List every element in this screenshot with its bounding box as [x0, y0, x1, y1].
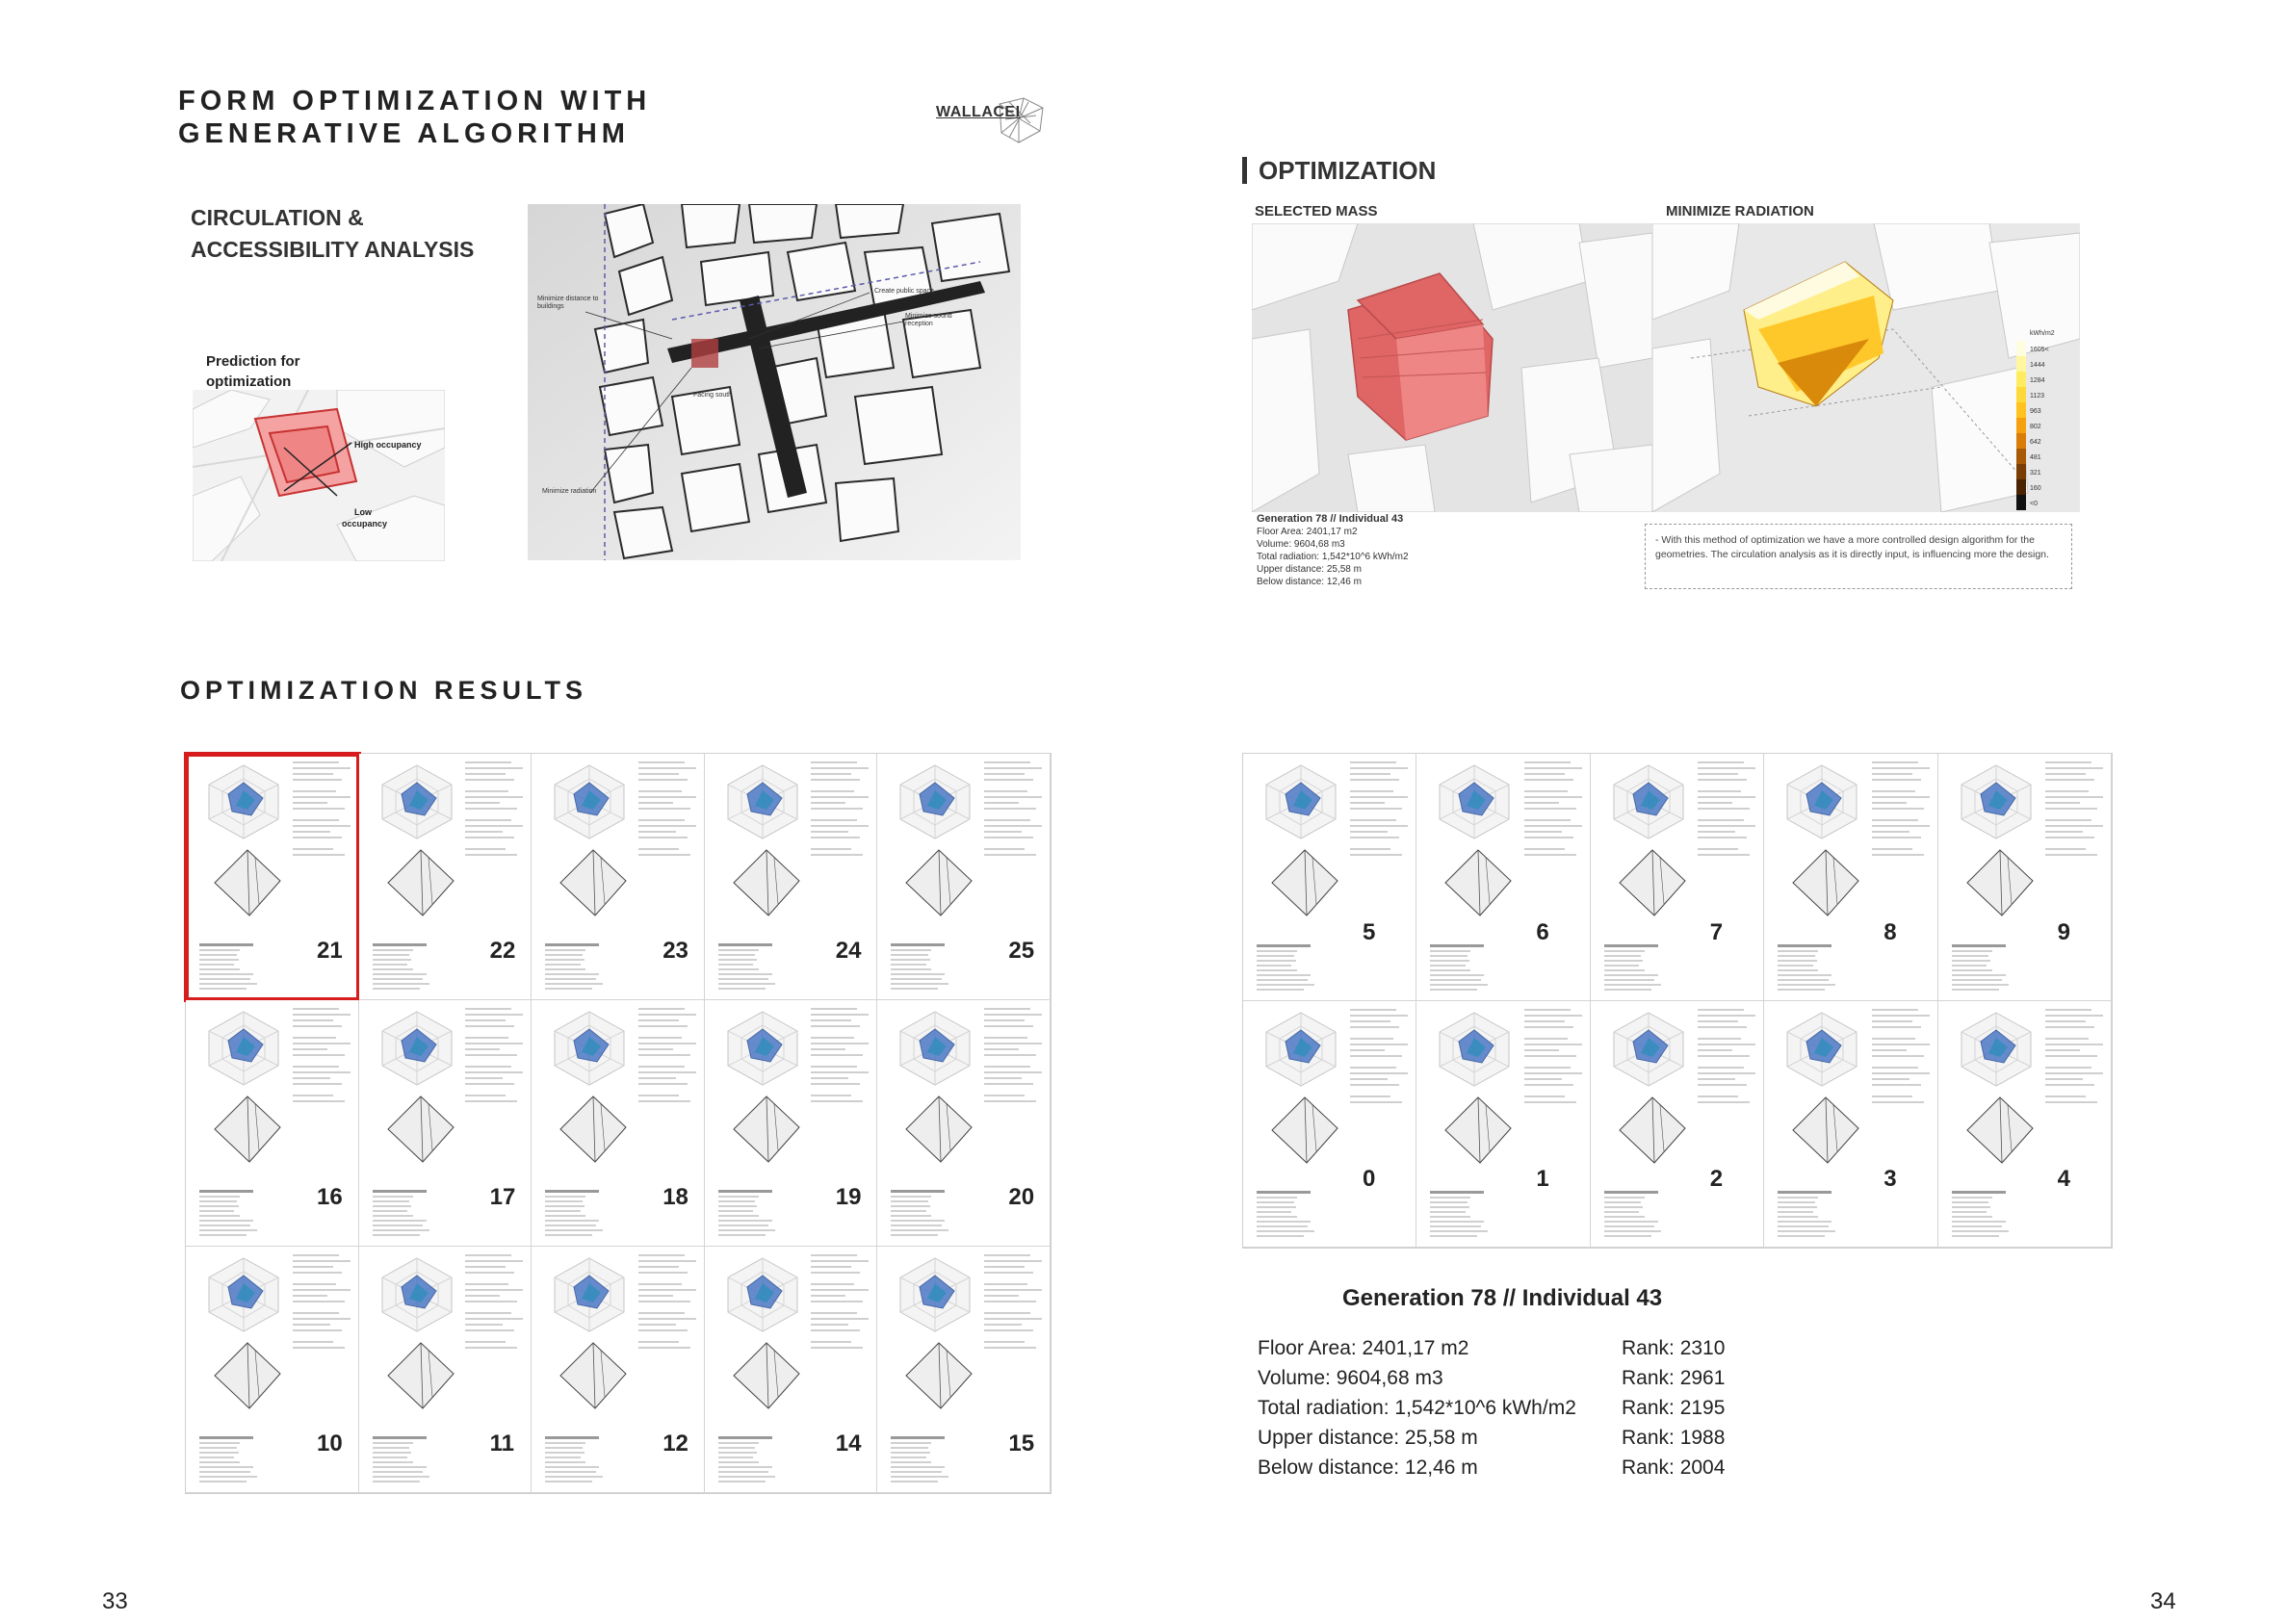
- cell-number: 12: [662, 1431, 688, 1456]
- cell-meta-lines: [1604, 1188, 1672, 1237]
- label-min-distance-1: Minimize distance to: [537, 296, 599, 302]
- result-cell[interactable]: [359, 754, 533, 1000]
- geometry-thumbnail-icon: [557, 848, 630, 917]
- legend-value: 963: [2030, 408, 2041, 415]
- cell-detail-lines: [1524, 1009, 1582, 1107]
- cell-detail-lines: [2045, 761, 2103, 860]
- result-cell[interactable]: [705, 754, 878, 1000]
- legend-swatch: [2016, 387, 2026, 402]
- gen-info-line: Upper distance: 25,58 m: [1257, 564, 1362, 575]
- cell-number: 21: [317, 938, 343, 964]
- gen-info-line: Floor Area: 2401,17 m2: [1257, 527, 1358, 537]
- legend-swatch: [2016, 495, 2026, 510]
- result-cell[interactable]: [359, 1000, 533, 1247]
- radar-chart-icon: [1781, 761, 1862, 842]
- legend-swatch: [2016, 402, 2026, 418]
- radar-chart-icon: [1434, 761, 1515, 842]
- cell-meta-lines: [1778, 941, 1845, 991]
- results-grid-left: [185, 753, 1052, 1494]
- cell-number: 16: [317, 1184, 343, 1210]
- main-title: [178, 85, 651, 150]
- label-min-radiation: Minimize radiation: [542, 488, 597, 495]
- cell-meta-lines: [1778, 1188, 1845, 1237]
- geometry-thumbnail-icon: [211, 1341, 284, 1410]
- geometry-thumbnail-icon: [730, 1341, 803, 1410]
- radar-chart-icon: [1956, 1009, 2037, 1090]
- gen-info-title: Generation 78 // Individual 43: [1257, 513, 1404, 525]
- geometry-thumbnail-icon: [902, 848, 975, 917]
- result-cell[interactable]: [532, 754, 705, 1000]
- cell-number: 5: [1363, 918, 1376, 945]
- cell-meta-lines: [1604, 941, 1672, 991]
- result-cell[interactable]: [1764, 754, 1937, 1001]
- geometry-thumbnail-icon: [211, 848, 284, 917]
- cell-meta-lines: [1430, 941, 1497, 991]
- geometry-thumbnail-icon: [1616, 1096, 1689, 1165]
- cell-detail-lines: [293, 761, 351, 860]
- geometry-thumbnail-icon: [1963, 848, 2037, 917]
- cell-detail-lines: [638, 1008, 696, 1106]
- cell-number: 3: [1883, 1166, 1897, 1192]
- cell-meta-lines: [1257, 941, 1324, 991]
- cell-detail-lines: [984, 1008, 1042, 1106]
- cell-meta-lines: [1952, 1188, 2019, 1237]
- cell-meta-lines: [373, 1187, 440, 1236]
- cell-number: 20: [1008, 1184, 1035, 1210]
- cell-detail-lines: [984, 1254, 1042, 1353]
- legend-swatch: [2016, 479, 2026, 495]
- optimization-note: - With this method of optimization we have a more controlled design algorithm for the geometries. The circulation analysis as it is directly input, is influencing more the design.: [1645, 524, 2072, 589]
- label-facing-south: Facing south: [693, 392, 733, 399]
- circulation-title-line-1: CIRCULATION &: [191, 205, 364, 230]
- radar-chart-icon: [1260, 761, 1341, 842]
- cell-detail-lines: [811, 1008, 869, 1106]
- geometry-thumbnail-icon: [730, 1095, 803, 1164]
- legend-value: 642: [2030, 439, 2041, 446]
- radar-chart-icon: [722, 1254, 803, 1335]
- result-cell[interactable]: [705, 1247, 878, 1493]
- radiation-render: [1652, 223, 2080, 512]
- cell-detail-lines: [293, 1008, 351, 1106]
- main-title-line-2: GENERATIVE ALGORITHM: [178, 118, 630, 149]
- prediction-line-1: Prediction for: [206, 353, 300, 370]
- results-grid-right: [1242, 753, 2113, 1249]
- prediction-label: [206, 351, 300, 392]
- radar-chart-icon: [549, 761, 630, 842]
- result-cell[interactable]: [532, 1247, 705, 1493]
- radar-chart-icon: [549, 1008, 630, 1089]
- radar-chart-icon: [1608, 1009, 1689, 1090]
- high-occupancy-label: High occupancy: [354, 440, 422, 450]
- cell-number: 1: [1536, 1166, 1549, 1192]
- cell-number: 14: [835, 1431, 862, 1456]
- geometry-thumbnail-icon: [211, 1095, 284, 1164]
- cell-detail-lines: [2045, 1009, 2103, 1107]
- cell-number: 24: [835, 938, 862, 964]
- cell-number: 2: [1709, 1166, 1724, 1192]
- cell-meta-lines: [545, 1433, 612, 1482]
- result-cell[interactable]: [1764, 1001, 1937, 1249]
- cell-detail-lines: [465, 1254, 523, 1353]
- cell-meta-lines: [373, 1433, 440, 1482]
- legend-swatch: [2016, 372, 2026, 387]
- legend-swatch: [2016, 449, 2026, 464]
- geometry-thumbnail-icon: [384, 1095, 457, 1164]
- summary-metric: Below distance: 12,46 m: [1258, 1456, 1478, 1479]
- summary-ranks: [1622, 1333, 1725, 1482]
- cell-meta-lines: [891, 1433, 958, 1482]
- legend-value: 1284: [2030, 377, 2045, 384]
- legend-swatch: [2016, 356, 2026, 372]
- cell-number: 6: [1536, 918, 1549, 945]
- gen-info-line: Total radiation: 1,542*10^6 kWh/m2: [1257, 552, 1409, 562]
- geometry-thumbnail-icon: [384, 848, 457, 917]
- legend-swatch: [2016, 418, 2026, 433]
- cell-detail-lines: [1350, 1009, 1408, 1107]
- logo-text: WALLACEI: [936, 104, 1021, 120]
- minimize-radiation-label: MINIMIZE RADIATION: [1666, 203, 1814, 219]
- main-title-line-1: FORM OPTIMIZATION WITH: [178, 86, 652, 116]
- geometry-thumbnail-icon: [1268, 848, 1341, 917]
- cell-detail-lines: [638, 761, 696, 860]
- result-cell[interactable]: [1591, 1001, 1764, 1249]
- geometry-thumbnail-icon: [1442, 1096, 1515, 1165]
- cell-meta-lines: [718, 941, 786, 990]
- geometry-thumbnail-icon: [1789, 1096, 1862, 1165]
- cell-meta-lines: [891, 941, 958, 990]
- summary-metric: Upper distance: 25,58 m: [1258, 1427, 1478, 1449]
- legend-value: 481: [2030, 454, 2041, 461]
- geometry-thumbnail-icon: [730, 848, 803, 917]
- summary-rank: Rank: 2961: [1622, 1367, 1726, 1389]
- radar-chart-icon: [1781, 1009, 1862, 1090]
- cell-number: 25: [1008, 938, 1035, 964]
- result-cell[interactable]: [1938, 1001, 2112, 1249]
- selected-mass-render: [1252, 223, 1652, 512]
- results-title: OPTIMIZATION RESULTS: [180, 676, 587, 705]
- cell-meta-lines: [891, 1187, 958, 1236]
- radar-chart-icon: [1434, 1009, 1515, 1090]
- cell-number: 4: [2057, 1166, 2070, 1192]
- legend-value: 160: [2030, 485, 2041, 492]
- geometry-thumbnail-icon: [1268, 1096, 1341, 1165]
- summary-rank: Rank: 2004: [1622, 1456, 1726, 1479]
- geometry-thumbnail-icon: [384, 1341, 457, 1410]
- summary-metrics: [1258, 1333, 1576, 1482]
- generation-info: [1257, 513, 1409, 588]
- cell-meta-lines: [718, 1433, 786, 1482]
- result-cell-selected[interactable]: [186, 754, 359, 1000]
- low-occupancy-label-2: occupancy: [342, 519, 388, 528]
- summary-rank: Rank: 1988: [1622, 1427, 1726, 1449]
- legend-value: 1444: [2030, 362, 2045, 369]
- result-cell[interactable]: [1591, 754, 1764, 1001]
- cell-detail-lines: [1698, 761, 1755, 860]
- cell-meta-lines: [373, 941, 440, 990]
- cell-detail-lines: [293, 1254, 351, 1353]
- cell-number: 22: [489, 938, 516, 964]
- result-cell[interactable]: [877, 1247, 1051, 1493]
- legend-value: 802: [2030, 424, 2041, 430]
- cell-meta-lines: [199, 1187, 267, 1236]
- cell-meta-lines: [199, 941, 267, 990]
- legend-unit: kWh/m2: [2030, 330, 2055, 337]
- radar-chart-icon: [203, 1254, 284, 1335]
- cell-detail-lines: [465, 761, 523, 860]
- cell-meta-lines: [1430, 1188, 1497, 1237]
- cell-detail-lines: [1350, 761, 1408, 860]
- cell-number: 23: [662, 938, 688, 964]
- geometry-thumbnail-icon: [1442, 848, 1515, 917]
- result-cell[interactable]: [186, 1000, 359, 1247]
- label-min-distance-2: buildings: [537, 303, 564, 310]
- cell-detail-lines: [984, 761, 1042, 860]
- cell-detail-lines: [1872, 761, 1930, 860]
- result-cell[interactable]: [1416, 754, 1590, 1001]
- gen-info-line: Volume: 9604,68 m3: [1257, 539, 1345, 550]
- geometry-thumbnail-icon: [557, 1341, 630, 1410]
- legend-value: 1123: [2030, 393, 2045, 400]
- page-number-right: 34: [2150, 1588, 2176, 1614]
- circulation-title: [191, 202, 474, 266]
- legend-value: 1605<: [2030, 347, 2049, 353]
- result-cell[interactable]: [1243, 754, 1416, 1001]
- summary-metric: Floor Area: 2401,17 m2: [1258, 1337, 1469, 1359]
- geometry-thumbnail-icon: [1963, 1096, 2037, 1165]
- cell-meta-lines: [718, 1187, 786, 1236]
- cell-number: 11: [489, 1431, 514, 1456]
- cell-meta-lines: [545, 1187, 612, 1236]
- selected-mass-label: SELECTED MASS: [1255, 203, 1378, 219]
- result-cell[interactable]: [532, 1000, 705, 1247]
- radar-chart-icon: [1956, 761, 2037, 842]
- legend-swatch: [2016, 464, 2026, 479]
- radar-chart-icon: [203, 1008, 284, 1089]
- cell-detail-lines: [811, 1254, 869, 1353]
- result-cell[interactable]: [877, 754, 1051, 1000]
- label-create-public: Create public space: [874, 288, 934, 295]
- radar-chart-icon: [1608, 761, 1689, 842]
- result-cell[interactable]: [1416, 1001, 1590, 1249]
- optimization-title: OPTIMIZATION: [1242, 157, 1436, 184]
- geometry-thumbnail-icon: [902, 1341, 975, 1410]
- radar-chart-icon: [203, 761, 284, 842]
- radar-chart-icon: [1260, 1009, 1341, 1090]
- circulation-title-line-2: ACCESSIBILITY ANALYSIS: [191, 237, 475, 262]
- result-cell[interactable]: [705, 1000, 878, 1247]
- circulation-map: [528, 204, 1021, 560]
- geometry-thumbnail-icon: [902, 1095, 975, 1164]
- cell-number: 17: [489, 1184, 516, 1210]
- summary-metric: Volume: 9604,68 m3: [1258, 1367, 1443, 1389]
- summary-rank: Rank: 2195: [1622, 1397, 1726, 1419]
- result-cell[interactable]: [877, 1000, 1051, 1247]
- label-min-sound-1: Minimize sound: [905, 313, 952, 320]
- cell-detail-lines: [638, 1254, 696, 1353]
- occupancy-diagram: [193, 390, 445, 561]
- cell-number: 15: [1008, 1431, 1035, 1456]
- legend-swatch: [2016, 341, 2026, 356]
- cell-detail-lines: [1524, 761, 1582, 860]
- cell-meta-lines: [545, 941, 612, 990]
- legend-swatch: [2016, 433, 2026, 449]
- radar-chart-icon: [377, 1008, 457, 1089]
- label-min-sound-2: reception: [905, 321, 933, 327]
- radar-chart-icon: [895, 761, 975, 842]
- cell-detail-lines: [1872, 1009, 1930, 1107]
- result-cell[interactable]: [359, 1247, 533, 1493]
- geometry-thumbnail-icon: [1616, 848, 1689, 917]
- cell-detail-lines: [465, 1008, 523, 1106]
- cell-meta-lines: [199, 1433, 267, 1482]
- result-cell[interactable]: [186, 1247, 359, 1493]
- cell-meta-lines: [1257, 1188, 1324, 1237]
- radar-chart-icon: [549, 1254, 630, 1335]
- prediction-line-2: optimization: [206, 374, 292, 390]
- cell-detail-lines: [811, 761, 869, 860]
- cell-meta-lines: [1952, 941, 2019, 991]
- legend-value: <0: [2030, 501, 2038, 507]
- radar-chart-icon: [722, 761, 803, 842]
- cell-number: 8: [1883, 918, 1897, 945]
- cell-detail-lines: [1698, 1009, 1755, 1107]
- geometry-thumbnail-icon: [1789, 848, 1862, 917]
- page-number-left: 33: [102, 1588, 128, 1614]
- cell-number: 9: [2057, 918, 2070, 945]
- gen-info-line: Below distance: 12,46 m: [1257, 577, 1362, 587]
- cell-number: 18: [662, 1184, 688, 1210]
- cell-number: 10: [317, 1431, 343, 1456]
- cell-number: 0: [1363, 1166, 1376, 1192]
- radar-chart-icon: [377, 761, 457, 842]
- summary-title: Generation 78 // Individual 43: [1342, 1285, 1663, 1311]
- low-occupancy-label-1: Low: [354, 507, 372, 517]
- summary-rank: Rank: 2310: [1622, 1337, 1726, 1359]
- wallacei-logo: [932, 94, 1057, 146]
- cell-number: 19: [835, 1184, 862, 1210]
- legend-value: 321: [2030, 470, 2041, 477]
- geometry-thumbnail-icon: [557, 1095, 630, 1164]
- radar-chart-icon: [895, 1008, 975, 1089]
- radar-chart-icon: [722, 1008, 803, 1089]
- cell-number: 7: [1709, 918, 1724, 945]
- result-cell[interactable]: [1938, 754, 2112, 1001]
- radar-chart-icon: [895, 1254, 975, 1335]
- summary-metric: Total radiation: 1,542*10^6 kWh/m2: [1258, 1397, 1576, 1419]
- result-cell[interactable]: [1243, 1001, 1416, 1249]
- radar-chart-icon: [377, 1254, 457, 1335]
